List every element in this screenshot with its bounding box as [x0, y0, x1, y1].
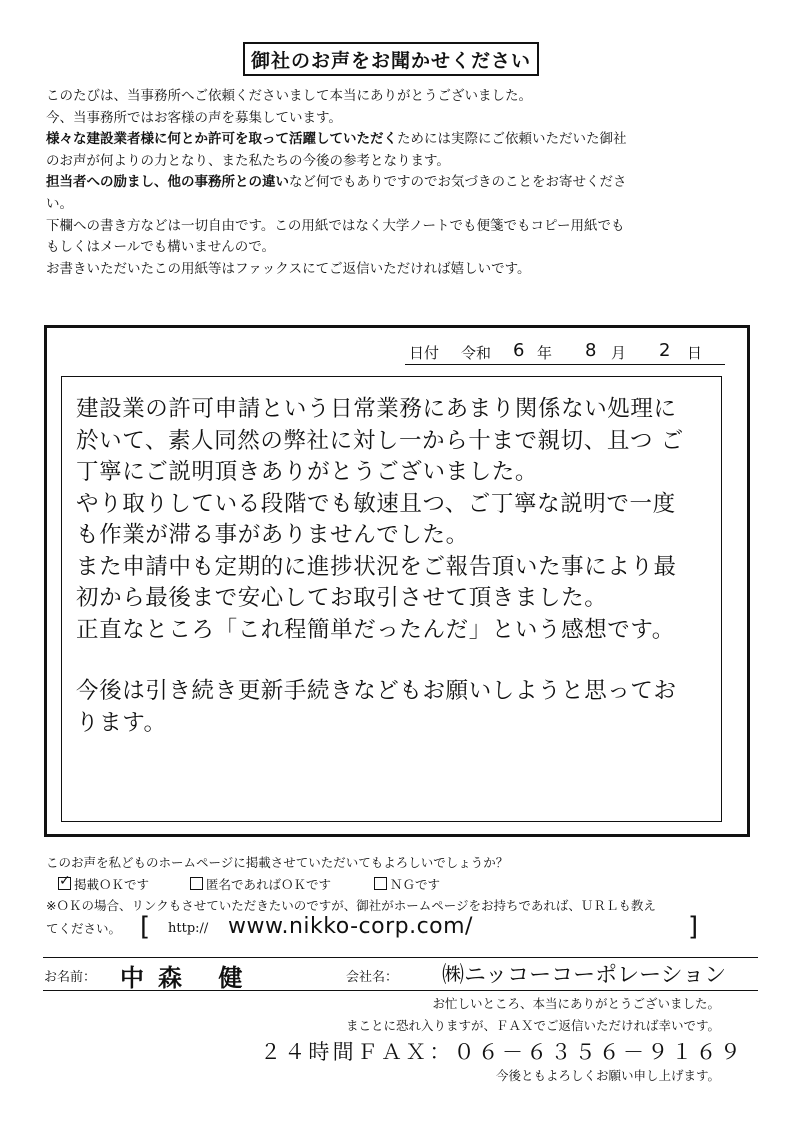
intro-line: このたびは、当事務所へご依頼くださいまして本当にありがとうございました。 [46, 88, 532, 104]
date-year-unit: 年 [537, 344, 553, 362]
intro-line: 担当者への励まし、他の事務所との違いなど何でもありですのでお気づきのことをお寄せくださ [46, 174, 627, 191]
comment-line: 正直なところ「これ程簡単だったんだ」という感想です。 [76, 616, 675, 643]
checkbox-ng[interactable] [374, 877, 387, 890]
date-label: 日付 [409, 344, 440, 362]
comment-text [76, 394, 716, 739]
comment-line: 今後は引き続き更新手続きなどもお願いしようと思ってお [76, 678, 677, 704]
intro-line: もしくはメールでも構いませんので。 [46, 239, 275, 256]
date-day-unit: 日 [687, 344, 703, 362]
spacer [76, 646, 716, 676]
comment-line: も作業が滞る事がありませんでした。 [76, 522, 469, 548]
bracket-open: [ [140, 912, 151, 942]
option-ok[interactable]: ✓ 掲載ＯＫです [59, 873, 150, 892]
intro-text [46, 86, 746, 280]
comment-line: 建設業の許可申請という日常業務にあまり関係ない処理に [76, 396, 677, 422]
date-day: 2 [659, 340, 671, 361]
closing-line: 今後ともよろしくお願い申し上げます。 [495, 1068, 720, 1083]
comment-line: 初から最後まで安心してお取引させて頂きました。 [76, 585, 608, 611]
permission-question: このお声を私どものホームページに掲載させていただいてもよろしいでしょうか？ [46, 855, 509, 870]
check-mark-icon: ✓ [59, 873, 71, 889]
comment-line: 丁寧にご説明頂きありがとうございました。 [76, 459, 539, 485]
intro-line: 今、当事務所ではお客様の声を募集しています。 [46, 109, 342, 126]
comment-line: 於いて、素人同然の弊社に対し一から十まで親切、且つ ご [76, 427, 684, 454]
url-field[interactable]: www.nikko-corp.com/ [228, 914, 473, 939]
date-month: 8 [585, 340, 597, 361]
bracket-close: ] [688, 912, 699, 942]
url-prefix: http:// [168, 921, 209, 936]
date-field[interactable] [405, 340, 725, 365]
page-title: 御社のお声をお聞かせください [243, 42, 539, 76]
intro-line: 様々な建設業者様に何とか許可を取って活躍していただくためには実際にご依頼いただいた御社 [46, 131, 627, 148]
name-label: お名前： [44, 970, 97, 985]
intro-line: のお声が何よりの力となり、また私たちの今後の参考となります。 [46, 152, 450, 169]
name-field[interactable]: 中森 健 [120, 964, 257, 992]
url-note: ※ＯＫの場合、リンクもさせていただきたいのですが、御社がホームページをお持ちであれば、ＵＲＬも教え [46, 898, 656, 913]
comment-line: ります。 [76, 709, 167, 736]
url-note-cont: てください。 [46, 921, 122, 936]
fax-request: まことに恐れ入りますが、ＦＡＸでご返信いただければ幸いです。 [345, 1018, 720, 1033]
comment-line: やり取りしている段階でも敏速且つ、ご丁寧な説明で一度 [76, 490, 676, 517]
comment-line: また申請中も定期的に進捗状況をご報告頂いた事により最 [76, 553, 677, 580]
intro-line: お書きいただいたこの用紙等はファックスにてご返信いただければ嬉しいです。 [46, 260, 531, 277]
option-ng[interactable]: ＮＧです [374, 875, 440, 893]
date-month-unit: 月 [611, 344, 627, 362]
date-era: 令和 [461, 344, 492, 362]
intro-line: 下欄への書き方などは一切自由です。この用紙ではなく大学ノートでも便箋でもコピー用紙でも [46, 217, 625, 234]
checkbox-ok[interactable] [58, 873, 71, 890]
option-anonymous[interactable]: 匿名であればＯＫです [190, 875, 331, 893]
fax-number: ２４時間ＦＡＸ：０６－６３５６－９１６９ [260, 1040, 744, 1064]
date-year: 6 [513, 340, 525, 361]
company-label: 会社名： [346, 970, 399, 985]
thanks-line: お忙しいところ、本当にありがとうございました。 [432, 996, 720, 1011]
company-field[interactable]: ㈱ニッコーコーポレーション [442, 963, 727, 988]
intro-line: い。 [46, 195, 73, 212]
checkbox-anonymous[interactable] [190, 877, 203, 890]
